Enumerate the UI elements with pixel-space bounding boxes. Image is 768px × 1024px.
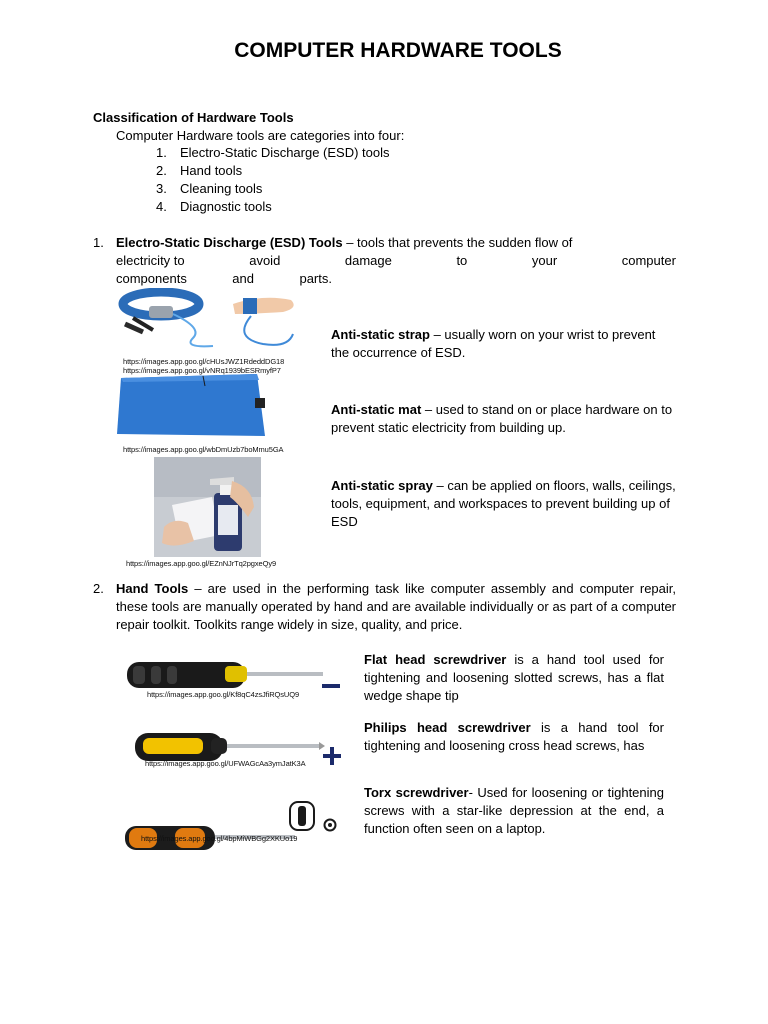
anti-static-mat-image [117, 374, 267, 440]
torx-bit-icon [286, 800, 320, 832]
tool-term: Flat head screwdriver [364, 652, 507, 667]
classification-intro: Computer Hardware tools are categories into four: [116, 128, 405, 143]
tool-desc: – used to stand on or place hardware on to prevent static electricity from building up. [331, 402, 673, 435]
philips-screwdriver-image [133, 730, 325, 762]
classification-list [156, 144, 390, 216]
tool-desc: - Used for loosening or tightening screws with a star-like depression at the end, a function often seen on a laptop. [364, 785, 664, 836]
tool-term: Torx screwdriver [364, 785, 469, 800]
anti-static-mat-text [331, 401, 676, 437]
page-title: COMPUTER HARDWARE TOOLS [234, 39, 562, 62]
esd-desc-1: – tools that prevents the sudden flow of [342, 235, 573, 250]
esd-term: Electro-Static Discharge (ESD) Tools [116, 235, 343, 250]
plus-sign-icon [323, 747, 341, 765]
anti-static-strap-image [113, 288, 303, 358]
image-source-url: https://images.app.goo.gl/wbDmUzb7boMmu5GA [123, 445, 284, 454]
esd-line-2: electricity to avoid damage to your computer [116, 253, 676, 268]
torx-screwdriver-text [364, 784, 664, 838]
list-item: 1. Electro-Static Discharge (ESD) tools [156, 145, 390, 160]
tool-desc: – can be applied on floors, walls, ceilings, tools, equipment, and workspaces to prevent building up of ESD [331, 478, 676, 529]
image-source-url: https://images.app.goo.gl/Kf8qC4zsJfiRQsUQ9 [147, 690, 300, 699]
hand-term: Hand Tools [116, 581, 189, 596]
list-item: 4. Diagnostic tools [156, 199, 272, 214]
philips-screwdriver-text [364, 719, 664, 755]
anti-static-strap-text [331, 326, 671, 362]
tool-desc: – usually worn on your wrist to prevent the occurrence of ESD. [331, 327, 656, 360]
tool-term: Anti-static spray [331, 478, 433, 493]
torx-symbol-icon [323, 818, 337, 832]
flat-head-screwdriver-text [364, 651, 664, 705]
minus-sign-icon [322, 683, 340, 689]
flat-head-screwdriver-image [125, 658, 325, 690]
esd-number: 1. [93, 235, 104, 250]
image-source-url: https://images.app.goo.gl/4bpMiWBGg2XKUo19 [141, 834, 298, 843]
tool-desc: is a hand tool for tightening and loosening cross head screws, has [364, 720, 664, 753]
tool-term: Philips head screwdriver [364, 720, 531, 735]
anti-static-spray-text [331, 477, 676, 531]
tool-term: Anti-static mat [331, 402, 422, 417]
image-source-url: https://images.app.goo.gl/EZnNJrTq2pgxeQy9 [126, 559, 277, 568]
hand-desc: – are used in the performing task like computer assembly and computer repair, these tools are manually operated by hand and are available individually or as part of a computer repair toolkit. Toolkits range widely in size, quality, and price. [116, 581, 677, 632]
image-source-url: https://images.app.goo.gl/cHUsJWZ1RdeddDG18 [123, 357, 285, 366]
list-item: 3. Cleaning tools [156, 181, 263, 196]
anti-static-spray-image [154, 457, 261, 557]
tool-term: Anti-static strap [331, 327, 430, 342]
image-source-url: https://images.app.goo.gl/vNRq1939bESRmyfP7 [123, 366, 281, 375]
esd-line-3: components and parts. [116, 271, 332, 286]
list-item: 2. Hand tools [156, 163, 243, 178]
hand-number: 2. [93, 581, 104, 596]
tool-desc: is a hand tool used for tightening and loosening slotted screws, has a flat wedge shape tip [364, 652, 665, 703]
classification-heading: Classification of Hardware Tools [93, 110, 294, 125]
image-source-url: https://images.app.goo.gl/UFWAGcAa3ymJatK3A [145, 759, 306, 768]
hand-tools-paragraph [116, 580, 676, 634]
esd-line-1 [116, 234, 676, 252]
